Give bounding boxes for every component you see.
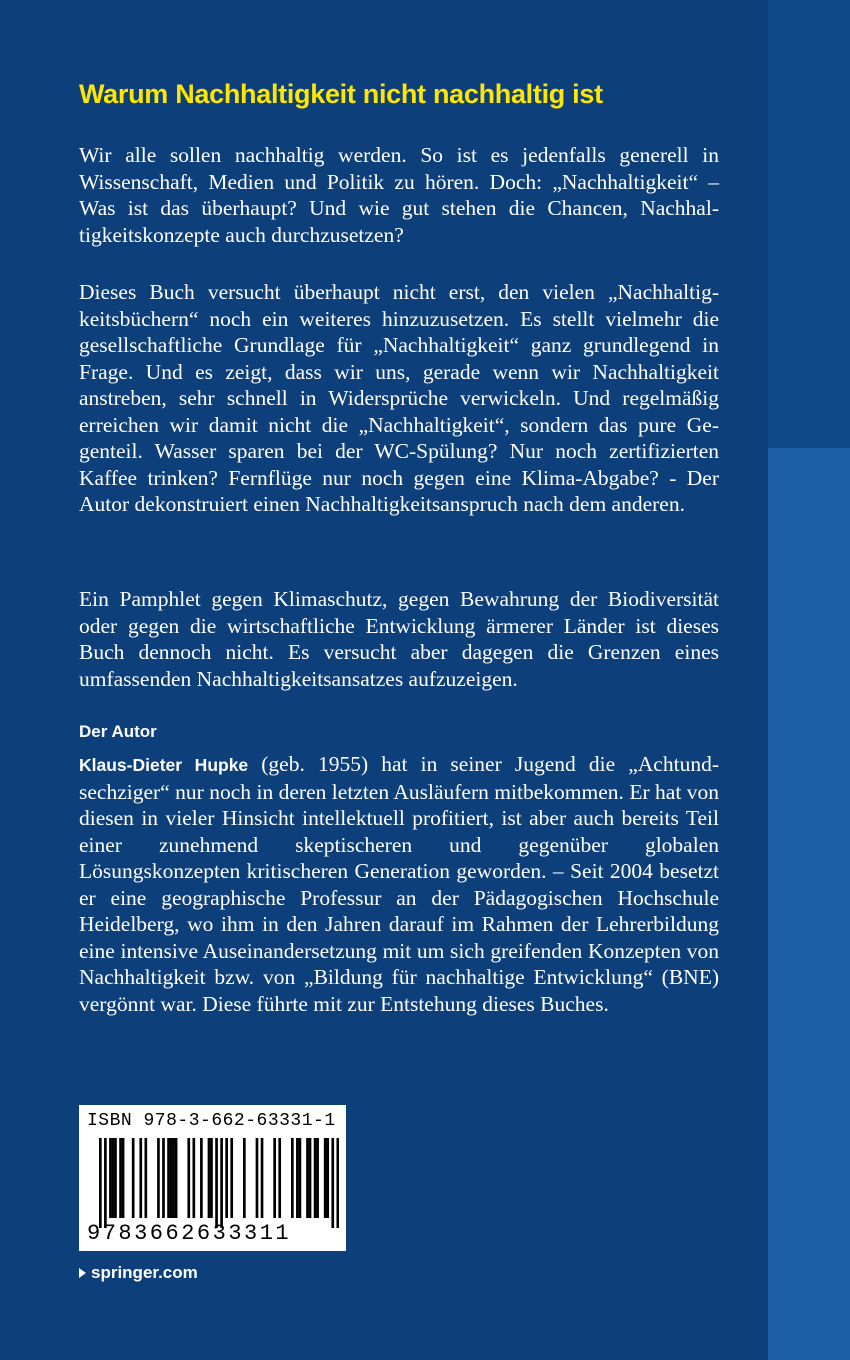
author-name: Klaus-Dieter Hupke xyxy=(79,755,249,775)
barcode-bar xyxy=(172,1138,175,1218)
barcode-bar xyxy=(144,1138,147,1218)
barcode-bar xyxy=(112,1138,115,1218)
cover-headline: Warum Nachhaltigkeit nicht nachhaltig ist xyxy=(79,79,603,109)
isbn-label: ISBN 978-3-662-63331-1 xyxy=(87,1111,336,1131)
ean-digits: 9783662633311 xyxy=(87,1221,292,1246)
publisher-link[interactable] xyxy=(79,1262,198,1284)
barcode-bar xyxy=(296,1138,299,1218)
barcode-bar xyxy=(291,1138,294,1218)
barcode-bar xyxy=(225,1138,228,1218)
barcode-bar xyxy=(167,1138,170,1218)
barcode-bar xyxy=(326,1138,329,1218)
barcode-bar xyxy=(114,1138,117,1218)
arrow-right-icon xyxy=(79,1268,86,1278)
barcode-bar xyxy=(278,1138,281,1218)
barcode-bar xyxy=(122,1138,125,1218)
barcode-bar xyxy=(132,1138,135,1218)
barcode-bar xyxy=(316,1138,319,1218)
barcode-bar xyxy=(220,1138,223,1228)
barcode-bar xyxy=(175,1138,178,1218)
blurb-paragraph-1: Wir alle sollen nachhaltig werden. So ist es jedenfalls generell in Wissenschaft, Medien und Politik zu hören. Doch: „Nachhaltigkeit“ – Was ist das überhaupt? Und wie gut stehen die Chancen, Nachhaltigkeitskonzepte auch durchzusetzen? xyxy=(79,143,719,247)
barcode-bar xyxy=(109,1138,112,1218)
barcode-bar xyxy=(230,1138,233,1218)
barcode-bar xyxy=(215,1138,218,1228)
barcode-bar xyxy=(187,1138,190,1218)
barcode-bar xyxy=(261,1138,264,1218)
author-heading: Der Autor xyxy=(79,722,157,741)
author-bio-text: (geb. 1955) hat in seiner Jugend die „Achtundsechziger“ nur noch in deren letzten Ausläufern mitbekommen. Er hat von diesen in vieler Hinsicht intellektuell profitiert, ist aber auch bereits Teil einer zunehmend skeptischeren und gegenüber globalen Lösungskonzepten kritischeren Generation geworden. – Seit 2004 besetzt er eine geographische Professur an der Pädagogischen Hochschule Heidelberg, wo ihm in den Jahren darauf im Rahmen der Lehrerbildung eine intensive Auseinandersetzung mit um sich greifenden Konzepten von Nachhaltigkeit bzw. von „Bildung für nachhaltige Entwicklung“ (BNE) vergönnt war. Diese führte mit zur Entstehung dieses Buches. xyxy=(79,752,720,1016)
barcode-bar xyxy=(299,1138,302,1218)
barcode-bar xyxy=(336,1138,339,1228)
barcode-bar xyxy=(331,1138,334,1228)
author-bio xyxy=(79,751,719,1017)
barcode-bar xyxy=(324,1138,327,1218)
barcode-bar xyxy=(162,1138,165,1218)
spine-stripe-upper xyxy=(768,0,850,448)
blurb-paragraph-2: Dieses Buch versucht überhaupt nicht erst, den vielen „Nachhaltigkeitsbüchern“ noch ein weiteres hinzuzusetzen. Es stellt vielmehr die gesellschaftliche Grundlage für „Nachhaltigkeit“ ganz grundlegend in Frage. Und es zeigt, dass wir uns, gerade wenn wir Nachhaltigkeit anstreben, sehr schnell in Widersprüche verwickeln. Und regelmäßig erreichen wir damit nicht die „Nachhaltigkeit“, sondern das pure Gegenteil. Wasser sparen bei der WC-Spülung? Nur noch zertifizierten Kaffee trinken? Fernflüge nur noch gegen eine Klima-Abgabe? - Der Autor dekonstruiert einen Nachhaltigkeitsanspruch nach dem anderen. xyxy=(79,280,719,516)
barcode-bar xyxy=(256,1138,259,1218)
barcode-bar xyxy=(192,1138,195,1218)
barcode-bar xyxy=(243,1138,246,1218)
barcode-bar xyxy=(99,1138,102,1228)
spine-stripe-lower xyxy=(768,448,850,1360)
barcode-bar xyxy=(157,1138,160,1218)
barcode-bar xyxy=(306,1138,309,1218)
barcode-bars xyxy=(99,1138,339,1228)
barcode-bar xyxy=(104,1138,107,1228)
barcode-bar xyxy=(170,1138,173,1218)
publisher-link-label: springer.com xyxy=(91,1263,198,1282)
barcode-bar xyxy=(139,1138,142,1218)
barcode-bar xyxy=(210,1138,213,1218)
blurb-paragraph-3: Ein Pamphlet gegen Klimaschutz, gegen Bewahrung der Biodiversität oder gegen die wirtschaftliche Entwicklung ärmerer Länder ist dieses Buch dennoch nicht. Es versucht aber dagegen die Grenzen eines umfassenden Nachhaltigkeitsansatzes aufzuzeigen. xyxy=(79,587,719,691)
barcode-bar xyxy=(200,1138,203,1218)
barcode-bar xyxy=(273,1138,276,1218)
barcode-bar xyxy=(119,1138,122,1218)
barcode-bar xyxy=(314,1138,317,1218)
isbn-barcode xyxy=(79,1105,346,1251)
barcode-bar xyxy=(208,1138,211,1218)
barcode-bar xyxy=(309,1138,312,1218)
